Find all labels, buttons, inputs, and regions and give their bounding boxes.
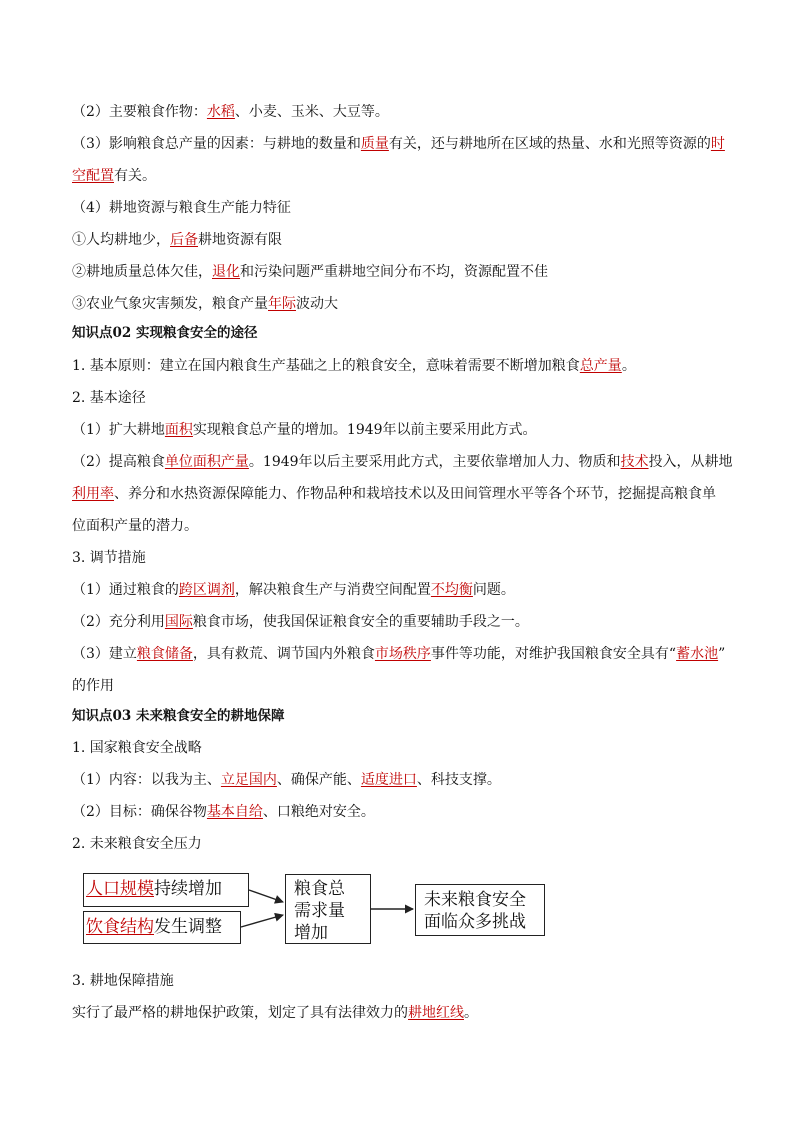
line-path-2-cont: 利用率、养分和水热资源保障能力、作物品种和栽培技术以及田间管理水平等各个环节，挖掘提高粮食单	[72, 486, 716, 502]
keyword: 单位面积产量	[164, 454, 249, 470]
line-adjust-1: （1）通过粮食的跨区调剂，解决粮食生产与消费空间配置不均衡问题。	[72, 582, 515, 598]
keyword: 立足国内	[220, 772, 277, 788]
line-principle: 1. 基本原则：建立在国内粮食生产基础之上的粮食安全，意味着需要不断增加粮食总产量。	[72, 358, 636, 374]
line-feature-1: ①人均耕地少，后备耕地资源有限	[72, 232, 282, 248]
line-strategy-heading: 1. 国家粮食安全战略	[72, 740, 202, 756]
keyword: 蓄水池	[676, 646, 719, 662]
line-factors-cont: 空配置有关。	[72, 168, 156, 184]
section-heading-03: 知识点03 未来粮食安全的耕地保障	[72, 708, 285, 724]
keyword: 利用率	[72, 486, 114, 502]
line-path-2-end: 位面积产量的潜力。	[72, 518, 198, 534]
line-basic-path: 2. 基本途径	[72, 390, 146, 406]
demand-box: 粮食总 需求量 增加	[285, 874, 371, 944]
line-adjust-2: （2）充分利用国际粮食市场，使我国保证粮食安全的重要辅助手段之一。	[72, 614, 529, 630]
arrow-population-to-demand	[249, 890, 283, 902]
line-main-crops: （2）主要粮食作物：水稻、小麦、玉米、大豆等。	[72, 104, 389, 120]
section-heading-02: 知识点02 实现粮食安全的途径	[72, 325, 258, 341]
line-pressure-heading: 2. 未来粮食安全压力	[72, 836, 202, 852]
line-strategy-content: （1）内容：以我为主、立足国内、确保产能、适度进口、科技支撑。	[72, 772, 501, 788]
keyword: 面积	[164, 422, 193, 438]
line-strategy-goal: （2）目标：确保谷物基本自给、口粮绝对安全。	[72, 804, 375, 820]
keyword: 技术	[620, 454, 649, 470]
keyword: 粮食储备	[136, 646, 193, 662]
pressure-box-population: 人口规模持续增加	[83, 873, 249, 907]
keyword: 后备	[170, 232, 198, 248]
keyword: 总产量	[579, 358, 622, 374]
line-path-1: （1）扩大耕地面积实现粮食总产量的增加。1949年以前主要采用此方式。	[72, 422, 537, 438]
line-feature-heading: （4）耕地资源与粮食生产能力特征	[72, 200, 291, 216]
keyword: 国际	[164, 614, 193, 630]
pressure-box-diet: 饮食结构发生调整	[83, 911, 241, 944]
keyword: 水稻	[206, 104, 235, 120]
keyword: 饮食结构	[86, 917, 154, 937]
keyword: 不均衡	[430, 582, 473, 598]
keyword: 适度进口	[360, 772, 417, 788]
keyword: 时	[710, 136, 725, 152]
keyword: 市场秩序	[374, 646, 431, 662]
line-adjust-3-cont: 的作用	[72, 678, 114, 694]
line-factors: （3）影响粮食总产量的因素：与耕地的数量和质量有关，还与耕地所在区域的热量、水和光照等资源的时	[72, 136, 725, 152]
challenge-box: 未来粮食安全 面临众多挑战	[415, 884, 545, 936]
line-protection-content: 实行了最严格的耕地保护政策，划定了具有法律效力的耕地红线。	[72, 1005, 478, 1021]
keyword: 空配置	[72, 168, 114, 184]
line-feature-3: ③农业气象灾害频发，粮食产量年际波动大	[72, 296, 338, 312]
line-adjust-3: （3）建立粮食储备，具有救荒、调节国内外粮食市场秩序事件等功能，对维护我国粮食安全具有“蓄水池”	[72, 646, 726, 662]
arrow-diet-to-demand	[241, 915, 283, 927]
keyword: 基本自给	[206, 804, 263, 820]
line-path-2: （2）提高粮食单位面积产量。1949年以后主要采用此方式，主要依靠增加人力、物质和技术投入，从耕地	[72, 454, 733, 470]
line-feature-2: ②耕地质量总体欠佳，退化和污染问题严重耕地空间分布不均，资源配置不佳	[72, 264, 548, 280]
keyword: 耕地红线	[408, 1005, 464, 1021]
keyword: 退化	[212, 264, 240, 280]
keyword: 跨区调剂	[178, 582, 235, 598]
keyword: 年际	[268, 296, 296, 312]
keyword: 质量	[360, 136, 389, 152]
keyword: 人口规模	[86, 879, 154, 899]
line-protection-heading: 3. 耕地保障措施	[72, 973, 174, 989]
line-adjust-heading: 3. 调节措施	[72, 550, 146, 566]
